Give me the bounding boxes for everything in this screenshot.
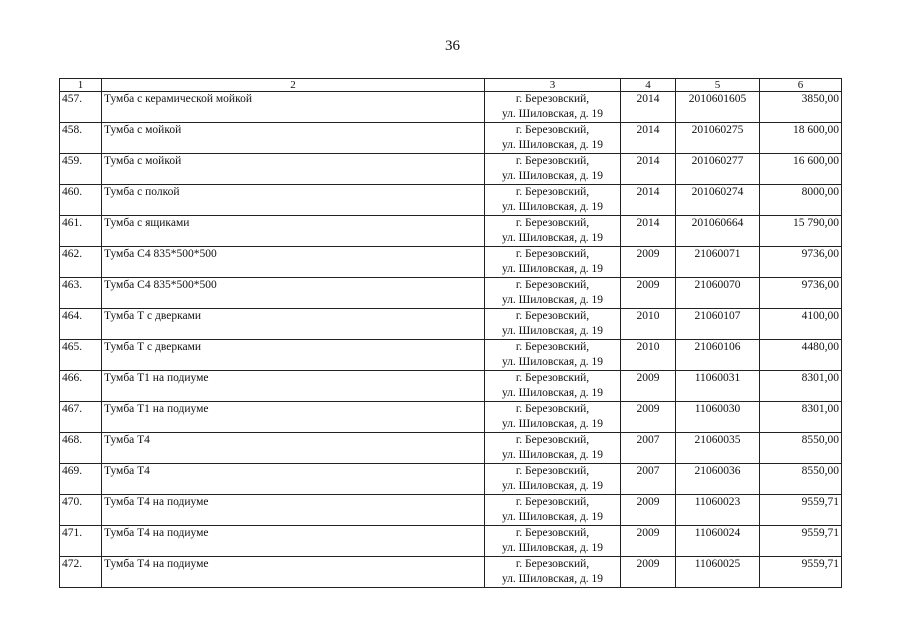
inventory-number: 11060023	[676, 495, 760, 526]
item-year: 2009	[621, 402, 676, 433]
address-street: ул. Шиловская, д. 19	[501, 139, 604, 151]
address-street: ул. Шиловская, д. 19	[501, 356, 604, 368]
address-city: г. Березовский,	[515, 372, 590, 384]
item-address	[485, 154, 621, 185]
item-cost: 8550,00	[760, 464, 842, 495]
address-street: ул. Шиловская, д. 19	[501, 201, 604, 213]
item-name: Тумба Т4	[102, 433, 485, 464]
item-cost: 9559,71	[760, 557, 842, 588]
inventory-number: 21060035	[676, 433, 760, 464]
item-cost: 8550,00	[760, 433, 842, 464]
address-street: ул. Шиловская, д. 19	[501, 480, 604, 492]
item-year: 2009	[621, 278, 676, 309]
item-cost: 18 600,00	[760, 123, 842, 154]
address-city: г. Березовский,	[515, 434, 590, 446]
table-row	[60, 340, 842, 371]
item-cost: 8000,00	[760, 185, 842, 216]
item-year: 2009	[621, 526, 676, 557]
item-cost: 3850,00	[760, 92, 842, 123]
item-name: Тумба с мойкой	[102, 154, 485, 185]
item-cost: 8301,00	[760, 402, 842, 433]
item-cost: 9736,00	[760, 247, 842, 278]
column-header: 6	[760, 79, 842, 92]
row-number: 458.	[60, 123, 102, 154]
item-name: Тумба Т4 на подиуме	[102, 495, 485, 526]
item-name: Тумба Т4 на подиуме	[102, 526, 485, 557]
item-name: Тумба Т с дверками	[102, 309, 485, 340]
row-number: 466.	[60, 371, 102, 402]
table-row	[60, 278, 842, 309]
item-year: 2009	[621, 247, 676, 278]
address-city: г. Березовский,	[515, 217, 590, 229]
item-year: 2007	[621, 433, 676, 464]
item-name: Тумба с мойкой	[102, 123, 485, 154]
item-cost: 8301,00	[760, 371, 842, 402]
item-name: Тумба Т с дверками	[102, 340, 485, 371]
column-header: 2	[102, 79, 485, 92]
item-name: Тумба Т4 на подиуме	[102, 557, 485, 588]
item-cost: 9559,71	[760, 495, 842, 526]
address-street: ул. Шиловская, д. 19	[501, 573, 604, 585]
inventory-number: 2010601605	[676, 92, 760, 123]
item-address	[485, 371, 621, 402]
address-city: г. Березовский,	[515, 279, 590, 291]
item-address	[485, 402, 621, 433]
column-header: 1	[60, 79, 102, 92]
inventory-number: 201060664	[676, 216, 760, 247]
row-number: 465.	[60, 340, 102, 371]
column-header: 5	[676, 79, 760, 92]
item-address	[485, 557, 621, 588]
address-city: г. Березовский,	[515, 558, 590, 570]
item-year: 2007	[621, 464, 676, 495]
item-cost: 16 600,00	[760, 154, 842, 185]
item-year: 2014	[621, 185, 676, 216]
inventory-number: 201060277	[676, 154, 760, 185]
inventory-table	[59, 78, 842, 588]
address-city: г. Березовский,	[515, 403, 590, 415]
address-city: г. Березовский,	[515, 93, 590, 105]
column-header: 3	[485, 79, 621, 92]
inventory-number: 201060275	[676, 123, 760, 154]
inventory-number: 11060025	[676, 557, 760, 588]
address-street: ул. Шиловская, д. 19	[501, 108, 604, 120]
item-name: Тумба с ящиками	[102, 216, 485, 247]
table-row	[60, 309, 842, 340]
column-header: 4	[621, 79, 676, 92]
address-street: ул. Шиловская, д. 19	[501, 418, 604, 430]
inventory-number: 201060274	[676, 185, 760, 216]
row-number: 461.	[60, 216, 102, 247]
item-name: Тумба С4 835*500*500	[102, 247, 485, 278]
address-city: г. Березовский,	[515, 465, 590, 477]
item-year: 2014	[621, 154, 676, 185]
address-street: ул. Шиловская, д. 19	[501, 232, 604, 244]
address-street: ул. Шиловская, д. 19	[501, 325, 604, 337]
table-row	[60, 464, 842, 495]
table-row	[60, 185, 842, 216]
item-address	[485, 216, 621, 247]
item-cost: 9559,71	[760, 526, 842, 557]
table-row	[60, 154, 842, 185]
row-number: 462.	[60, 247, 102, 278]
row-number: 469.	[60, 464, 102, 495]
inventory-number: 11060024	[676, 526, 760, 557]
item-address	[485, 526, 621, 557]
item-cost: 15 790,00	[760, 216, 842, 247]
item-cost: 4100,00	[760, 309, 842, 340]
item-address	[485, 340, 621, 371]
item-address	[485, 309, 621, 340]
item-year: 2014	[621, 92, 676, 123]
item-address	[485, 247, 621, 278]
item-year: 2014	[621, 216, 676, 247]
row-number: 471.	[60, 526, 102, 557]
inventory-number: 21060071	[676, 247, 760, 278]
item-year: 2009	[621, 495, 676, 526]
address-street: ул. Шиловская, д. 19	[501, 263, 604, 275]
table-row	[60, 433, 842, 464]
address-city: г. Березовский,	[515, 527, 590, 539]
item-address	[485, 92, 621, 123]
address-street: ул. Шиловская, д. 19	[501, 542, 604, 554]
item-address	[485, 123, 621, 154]
table-row	[60, 92, 842, 123]
address-city: г. Березовский,	[515, 155, 590, 167]
address-city: г. Березовский,	[515, 341, 590, 353]
row-number: 459.	[60, 154, 102, 185]
inventory-number: 11060030	[676, 402, 760, 433]
item-address	[485, 433, 621, 464]
table-row	[60, 371, 842, 402]
table-header-row	[60, 79, 842, 92]
address-street: ул. Шиловская, д. 19	[501, 511, 604, 523]
inventory-number: 11060031	[676, 371, 760, 402]
row-number: 460.	[60, 185, 102, 216]
table-row	[60, 247, 842, 278]
row-number: 470.	[60, 495, 102, 526]
item-year: 2010	[621, 340, 676, 371]
address-street: ул. Шиловская, д. 19	[501, 387, 604, 399]
address-street: ул. Шиловская, д. 19	[501, 170, 604, 182]
table-row	[60, 557, 842, 588]
item-year: 2009	[621, 371, 676, 402]
item-year: 2010	[621, 309, 676, 340]
item-cost: 9736,00	[760, 278, 842, 309]
row-number: 472.	[60, 557, 102, 588]
item-cost: 4480,00	[760, 340, 842, 371]
address-city: г. Березовский,	[515, 124, 590, 136]
item-name: Тумба Т4	[102, 464, 485, 495]
table-row	[60, 123, 842, 154]
item-name: Тумба Т1 на подиуме	[102, 402, 485, 433]
inventory-number: 21060036	[676, 464, 760, 495]
item-year: 2009	[621, 557, 676, 588]
address-city: г. Березовский,	[515, 186, 590, 198]
table-row	[60, 495, 842, 526]
row-number: 463.	[60, 278, 102, 309]
inventory-number: 21060106	[676, 340, 760, 371]
address-city: г. Березовский,	[515, 248, 590, 260]
row-number: 464.	[60, 309, 102, 340]
inventory-number: 21060107	[676, 309, 760, 340]
row-number: 467.	[60, 402, 102, 433]
row-number: 468.	[60, 433, 102, 464]
item-address	[485, 464, 621, 495]
address-street: ул. Шиловская, д. 19	[501, 294, 604, 306]
inventory-number: 21060070	[676, 278, 760, 309]
item-name: Тумба с керамической мойкой	[102, 92, 485, 123]
page-number: 36	[445, 38, 460, 54]
table-row	[60, 526, 842, 557]
address-city: г. Березовский,	[515, 310, 590, 322]
address-street: ул. Шиловская, д. 19	[501, 449, 604, 461]
address-city: г. Березовский,	[515, 496, 590, 508]
item-name: Тумба с полкой	[102, 185, 485, 216]
item-name: Тумба С4 835*500*500	[102, 278, 485, 309]
item-year: 2014	[621, 123, 676, 154]
table-row	[60, 216, 842, 247]
row-number: 457.	[60, 92, 102, 123]
table-body	[60, 92, 842, 588]
item-name: Тумба Т1 на подиуме	[102, 371, 485, 402]
item-address	[485, 185, 621, 216]
item-address	[485, 278, 621, 309]
table-row	[60, 402, 842, 433]
item-address	[485, 495, 621, 526]
